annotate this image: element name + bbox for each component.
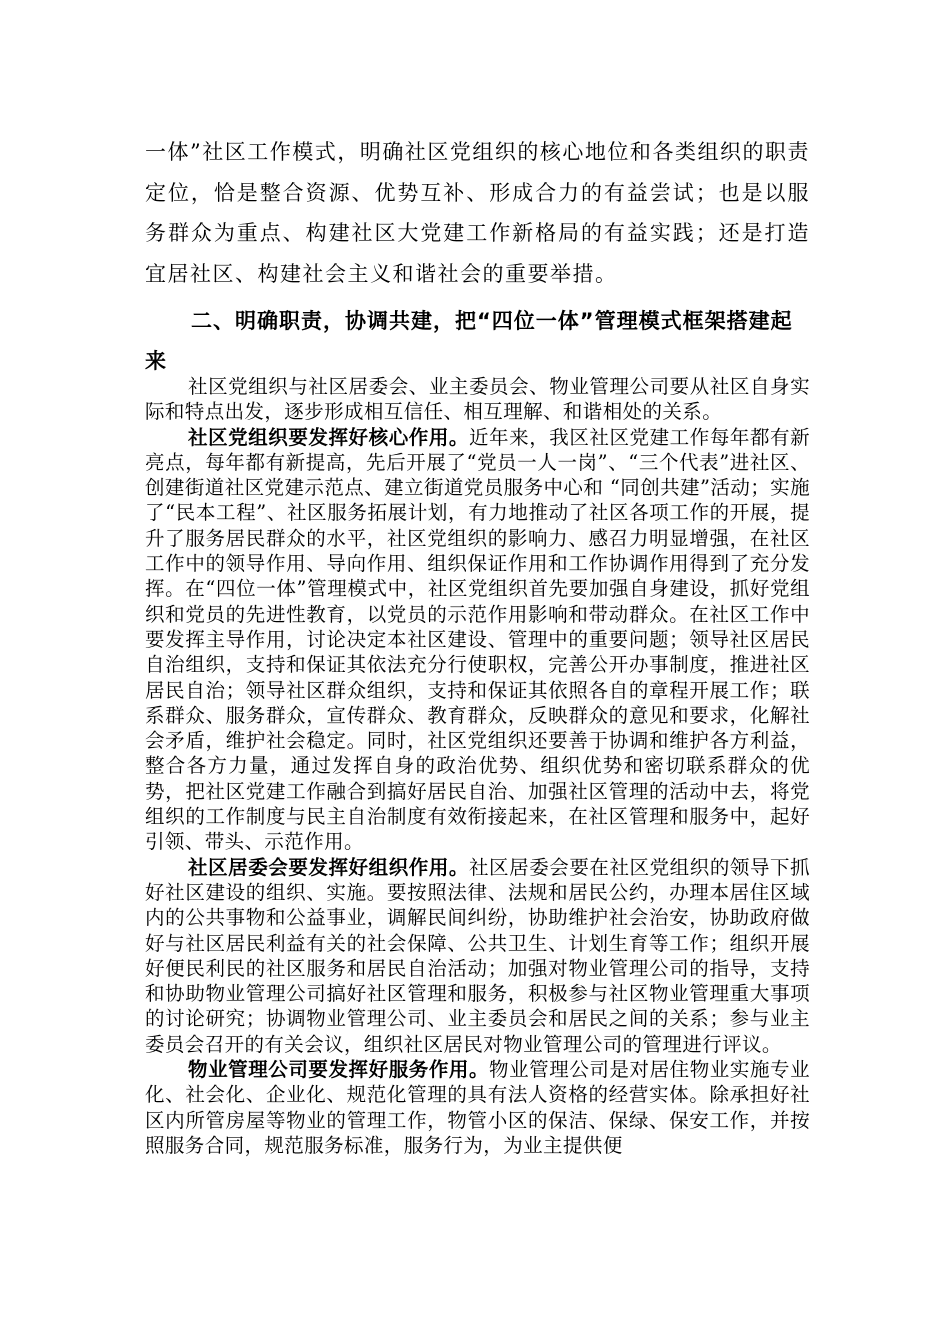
body-paragraph: [145, 855, 810, 1057]
intro-paragraph: 一体”社区工作模式，明确社区党组织的核心地位和各类组织的职责定位，恰是整合资源、优势互补、形成合力的有益尝试；也是以服务群众为重点、构建社区大党建工作新格局的有益实践；还是打造宜居社区、构建社会主义和谐社会的重要举措。: [145, 140, 810, 286]
paragraph-lead: 社区党组织要发挥好核心作用。: [188, 425, 469, 449]
paragraph-lead: 社区居委会要发挥好组织作用。: [188, 855, 469, 879]
body-paragraph: [145, 374, 810, 425]
paragraph-text: 物业管理公司是对居住物业实施专业化、社会化、企业化、规范化管理的具有法人资格的经营实体。除承担好社区内所管房屋等物业的管理工作，物管小区的保洁、保绿、保安工作，并按照服务合同，规范服务标准，服务行为，为业主提供便: [145, 1058, 810, 1157]
body-paragraph: [145, 425, 810, 855]
paragraph-text: 社区居委会要在社区党组织的领导下抓好社区建设的组织、实施。要按照法律、法规和居民公约，办理本居住区域内的公共事物和公益事业，调解民间纠纷，协助维护社会治安，协助政府做好与社区居民利益有关的社会保障、公共卫生、计划生育等工作；组织开展好便民利民的社区服务和居民自治活动；加强对物业管理公司的指导，支持和协助物业管理公司搞好社区管理和服务，积极参与社区物业管理重大事项的讨论研究；协调物业管理公司、业主委员会和居民之间的关系；参与业主委员会召开的有关会议，组织社区居民对物业管理公司的管理进行评议。: [145, 855, 810, 1056]
paragraph-text: 近年来，我区社区党建工作每年都有新亮点，每年都有新提高，先后开展了“党员一人一岗”、“三个代表”进社区、创建街道社区党建示范点、建立街道党员服务中心和 “同创共建”活动；实施了“民本工程”、社区服务拓展计划，有力地推动了社区各项工作的开展，提升了服务居民群众的水平，社区党组织的影响力、感召力明显增强，在社区工作中的领导作用、导向作用、组织保证作用和工作协调作用得到了充分发挥。在“四位一体”管理模式中，社区党组织首先要加强自身建设，抓好党组织和党员的先进性教育，以党员的示范作用影响和带动群众。在社区工作中要发挥主导作用，讨论决定本社区建设、管理中的重要问题；领导社区居民自治组织，支持和保证其依法充分行使职权，完善公开办事制度，推进社区居民自治；领导社区群众组织，支持和保证其依照各自的章程开展工作；联系群众、服务群众，宣传群众、教育群众，反映群众的意见和要求，化解社会矛盾，维护社会稳定。同时，社区党组织还要善于协调和维护各方利益，整合各方力量，通过发挥自身的政治优势、组织优势和密切联系群众的优势，把社区党建工作融合到搞好居民自治、加强社区管理的活动中去，将党组织的工作制度与民主自治制度有效衔接起来，在社区管理和服务中，起好引领、带头、示范作用。: [145, 425, 810, 854]
section-heading: 二、明确职责，协调共建，把“四位一体”管理模式框架搭建起来: [145, 309, 793, 373]
paragraph-text: 社区党组织与社区居委会、业主委员会、物业管理公司要从社区自身实际和特点出发，逐步形成相互信任、相互理解、和谐相处的关系。: [145, 375, 810, 424]
body-section: [145, 374, 810, 1158]
paragraph-lead: 物业管理公司要发挥好服务作用。: [188, 1058, 490, 1082]
body-paragraph: [145, 1057, 810, 1158]
